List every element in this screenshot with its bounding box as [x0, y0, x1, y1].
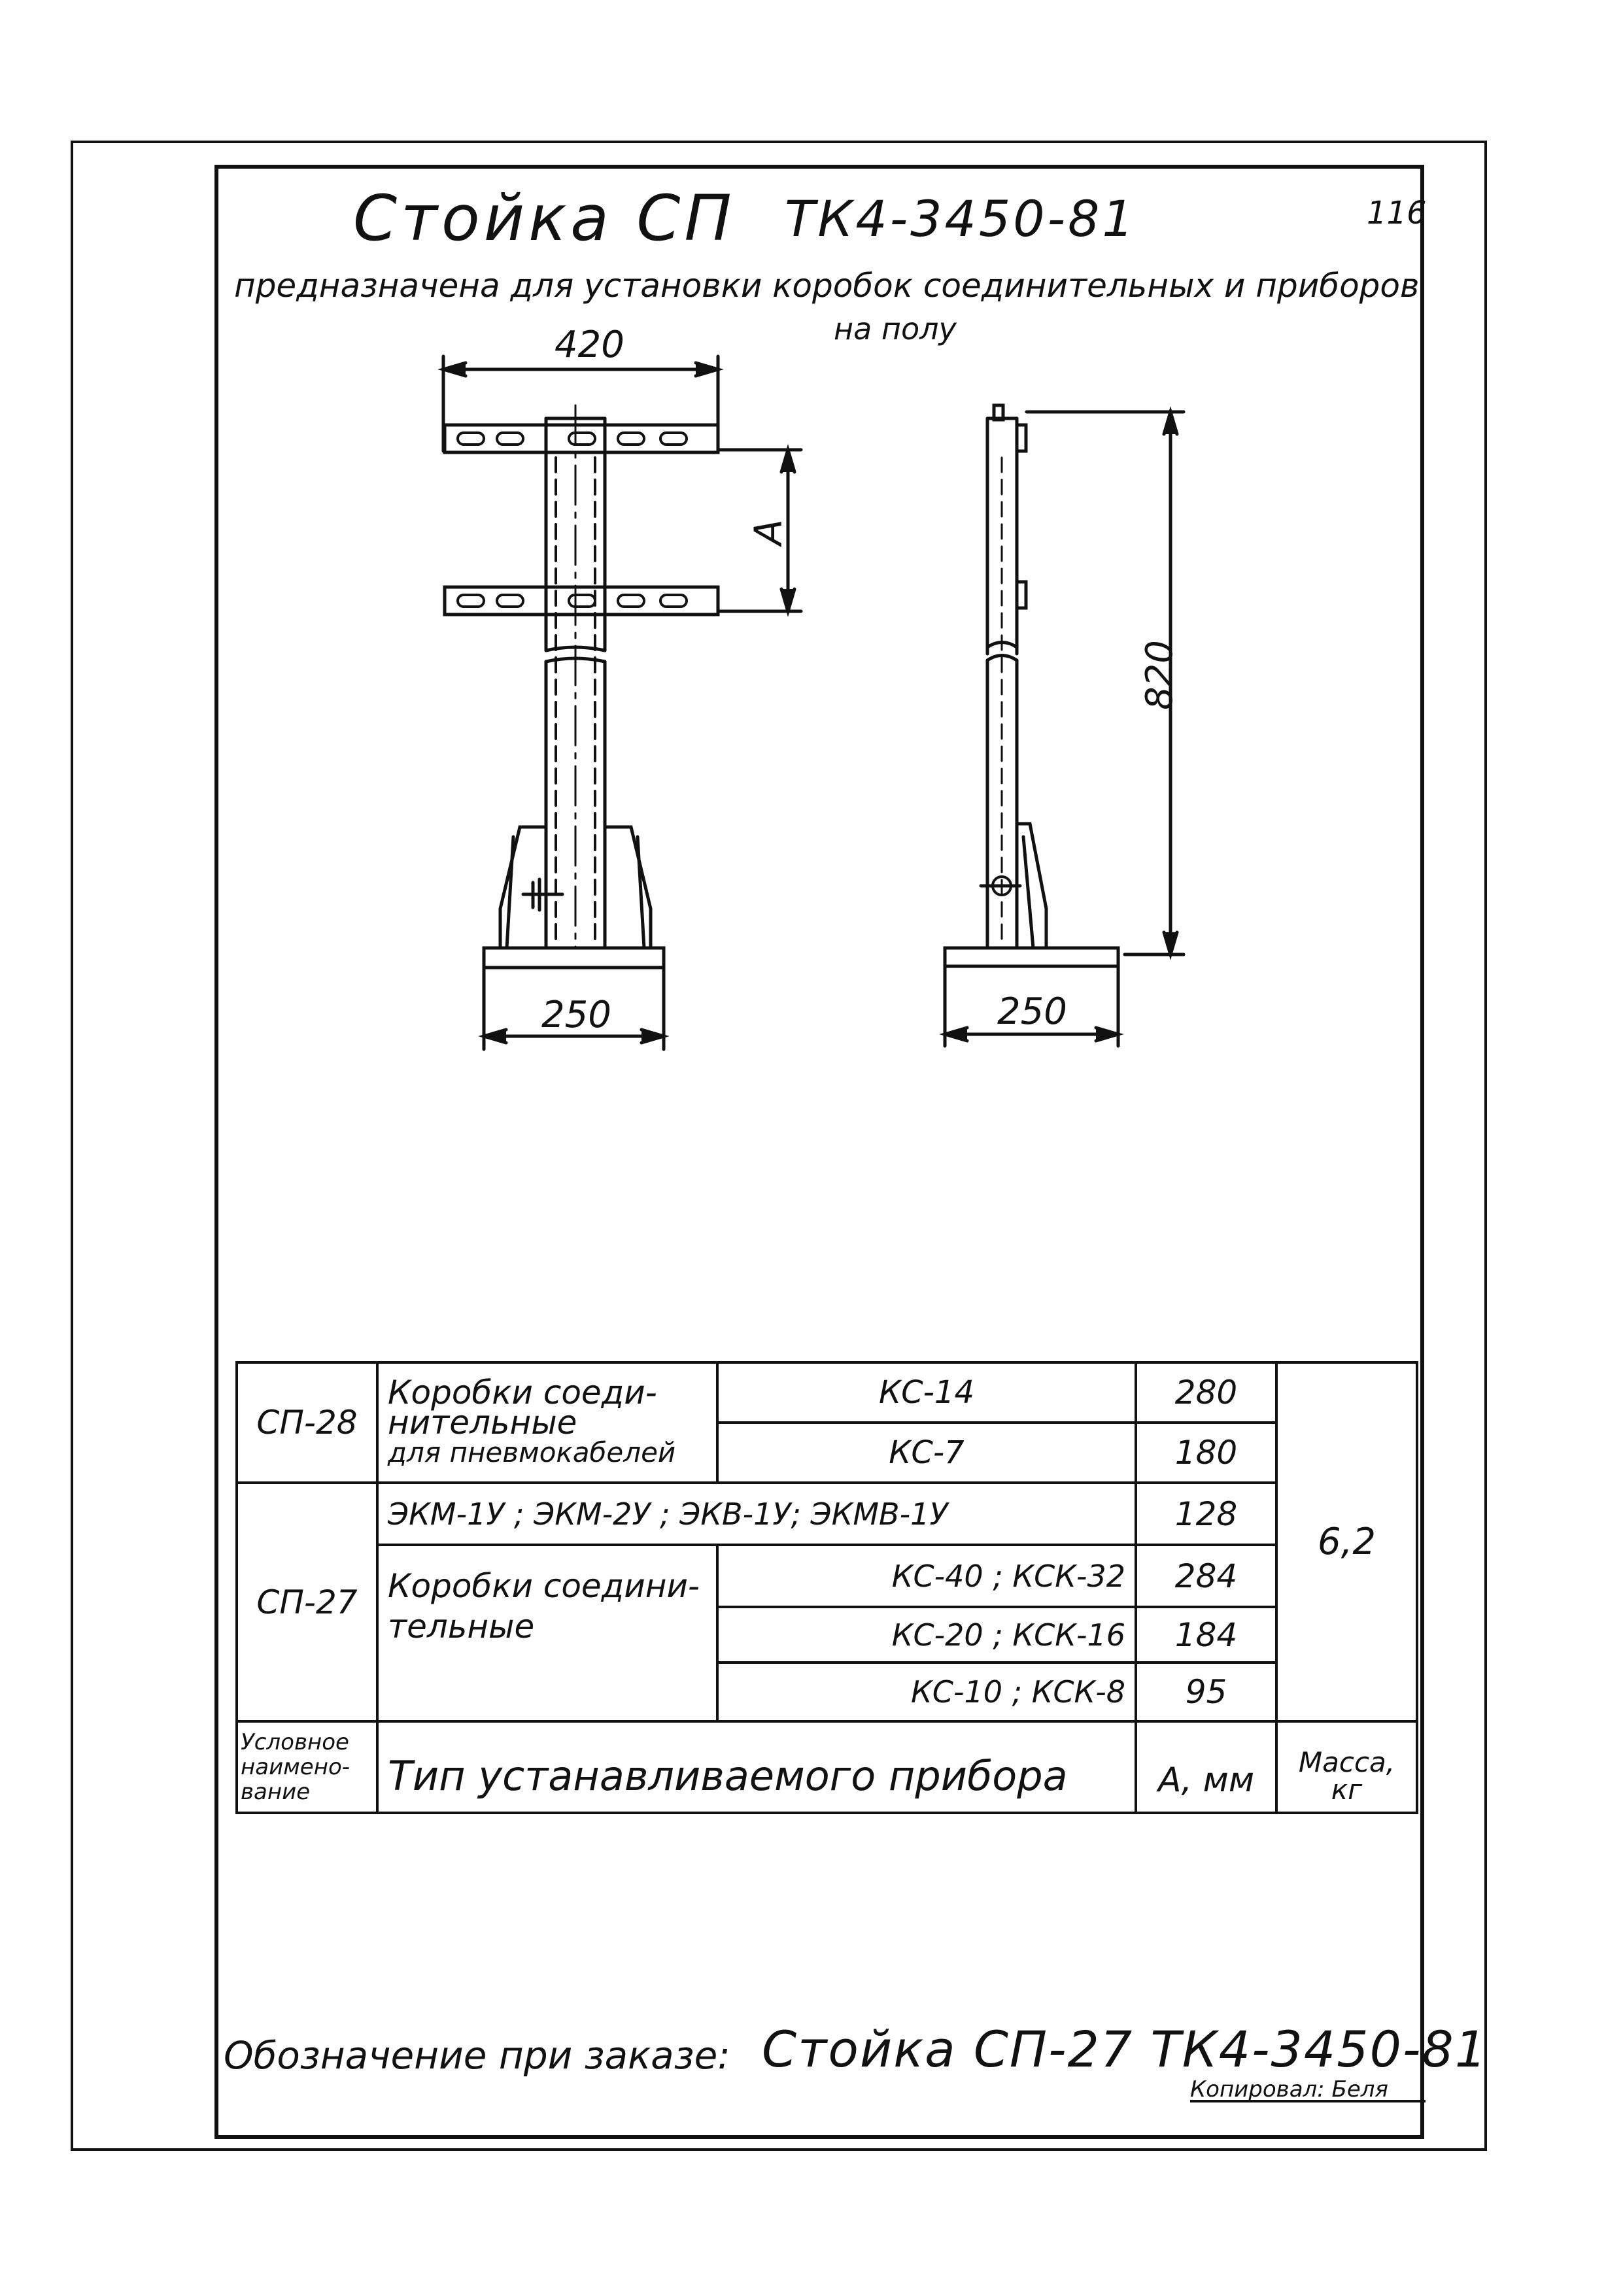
- page-number: 116: [1367, 195, 1427, 231]
- cell-sp27-type-4: КС-10 ; КСК-8: [717, 1663, 1136, 1721]
- cell-sp27-type-3: КС-20 ; КСК-16: [717, 1607, 1136, 1663]
- header-name: Условное наимено- вание: [237, 1721, 377, 1813]
- cell-sp27-a-1: 128: [1136, 1483, 1276, 1545]
- cell-sp27-type-2: КС-40 ; КСК-32: [717, 1545, 1136, 1607]
- cell-sp28-a-1: 280: [1136, 1362, 1276, 1423]
- cell-sp27-a-4: 95: [1136, 1663, 1276, 1721]
- spec-table: [235, 1361, 1418, 1814]
- cell-sp28-name: СП-28: [237, 1362, 377, 1483]
- cell-sp28-type-2: КС-7: [717, 1423, 1136, 1483]
- dim-a: А: [745, 519, 791, 545]
- dim-420: 420: [555, 324, 624, 366]
- cell-mass: 6,2: [1276, 1362, 1417, 1721]
- copied-by-stamp: Копировал: Беля: [1190, 2076, 1388, 2102]
- header-mass: Масса, кг: [1276, 1721, 1417, 1813]
- cell-sp27-ekm-types: ЭКМ-1У ; ЭКМ-2У ; ЭКВ-1У; ЭКМВ-1У: [377, 1483, 1136, 1545]
- cell-sp27-desc: Коробки соедини- тельные: [377, 1545, 717, 1721]
- header-a: А, мм: [1136, 1721, 1276, 1813]
- doc-code: ТК4-3450-81: [785, 190, 1136, 248]
- cell-sp27-a-2: 284: [1136, 1545, 1276, 1607]
- cell-sp27-a-3: 184: [1136, 1607, 1276, 1663]
- order-label: Обозначение при заказе:: [224, 2033, 730, 2078]
- dim-250-front: 250: [541, 994, 611, 1036]
- page-title: Стойка СП: [353, 182, 736, 255]
- dim-820: 820: [1138, 640, 1181, 710]
- cell-sp28-type-1: КС-14: [717, 1362, 1136, 1423]
- header-type: Тип устанавливаемого прибора: [377, 1721, 1136, 1813]
- cell-sp28-desc: Коробки соеди- нительные для пневмокабелей: [377, 1362, 717, 1483]
- cell-sp28-a-2: 180: [1136, 1423, 1276, 1483]
- order-value: Стойка СП-27 ТК4-3450-81: [762, 2020, 1488, 2078]
- subtitle-line1: предназначена для установки коробок соединительных и приборов: [234, 267, 1420, 305]
- dim-250-side: 250: [997, 990, 1067, 1033]
- subtitle-line2: на полу: [834, 311, 957, 346]
- cell-sp27-name: СП-27: [237, 1483, 377, 1721]
